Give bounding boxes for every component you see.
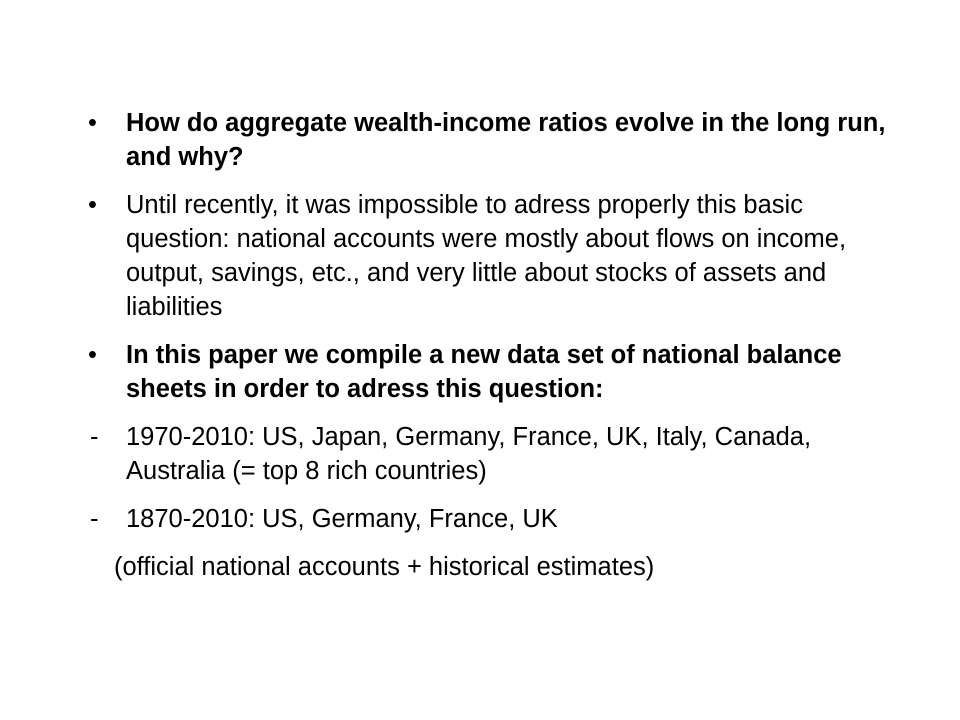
bullet-list [86,106,886,598]
bullet-item-question [86,106,886,174]
bullet-item-context [86,188,886,324]
dash-marker: - [90,505,99,533]
dash-marker: - [90,423,99,451]
bullet-marker: • [88,341,97,369]
note-text: (official national accounts + historical estimates) [114,553,655,581]
sources-note [86,550,886,584]
dash-item-1870-2010 [86,502,886,536]
dash-item-1970-2010 [86,420,886,488]
bullet-item-contribution [86,338,886,406]
dash-text: 1870-2010: US, Germany, France, UK [126,505,558,533]
bullet-text: In this paper we compile a new data set of national balance sheets in order to adress this question: [126,341,842,403]
dash-text: 1970-2010: US, Japan, Germany, France, UK, Italy, Canada, Australia (= top 8 rich countries) [126,423,812,485]
bullet-text: Until recently, it was impossible to adress properly this basic question: national accounts were mostly about flows on income, output, savings, etc., and very little about stocks of assets and liabilities [126,191,847,321]
bullet-text: How do aggregate wealth-income ratios evolve in the long run, and why? [126,109,886,171]
bullet-marker: • [88,191,97,219]
bullet-marker: • [88,109,97,137]
